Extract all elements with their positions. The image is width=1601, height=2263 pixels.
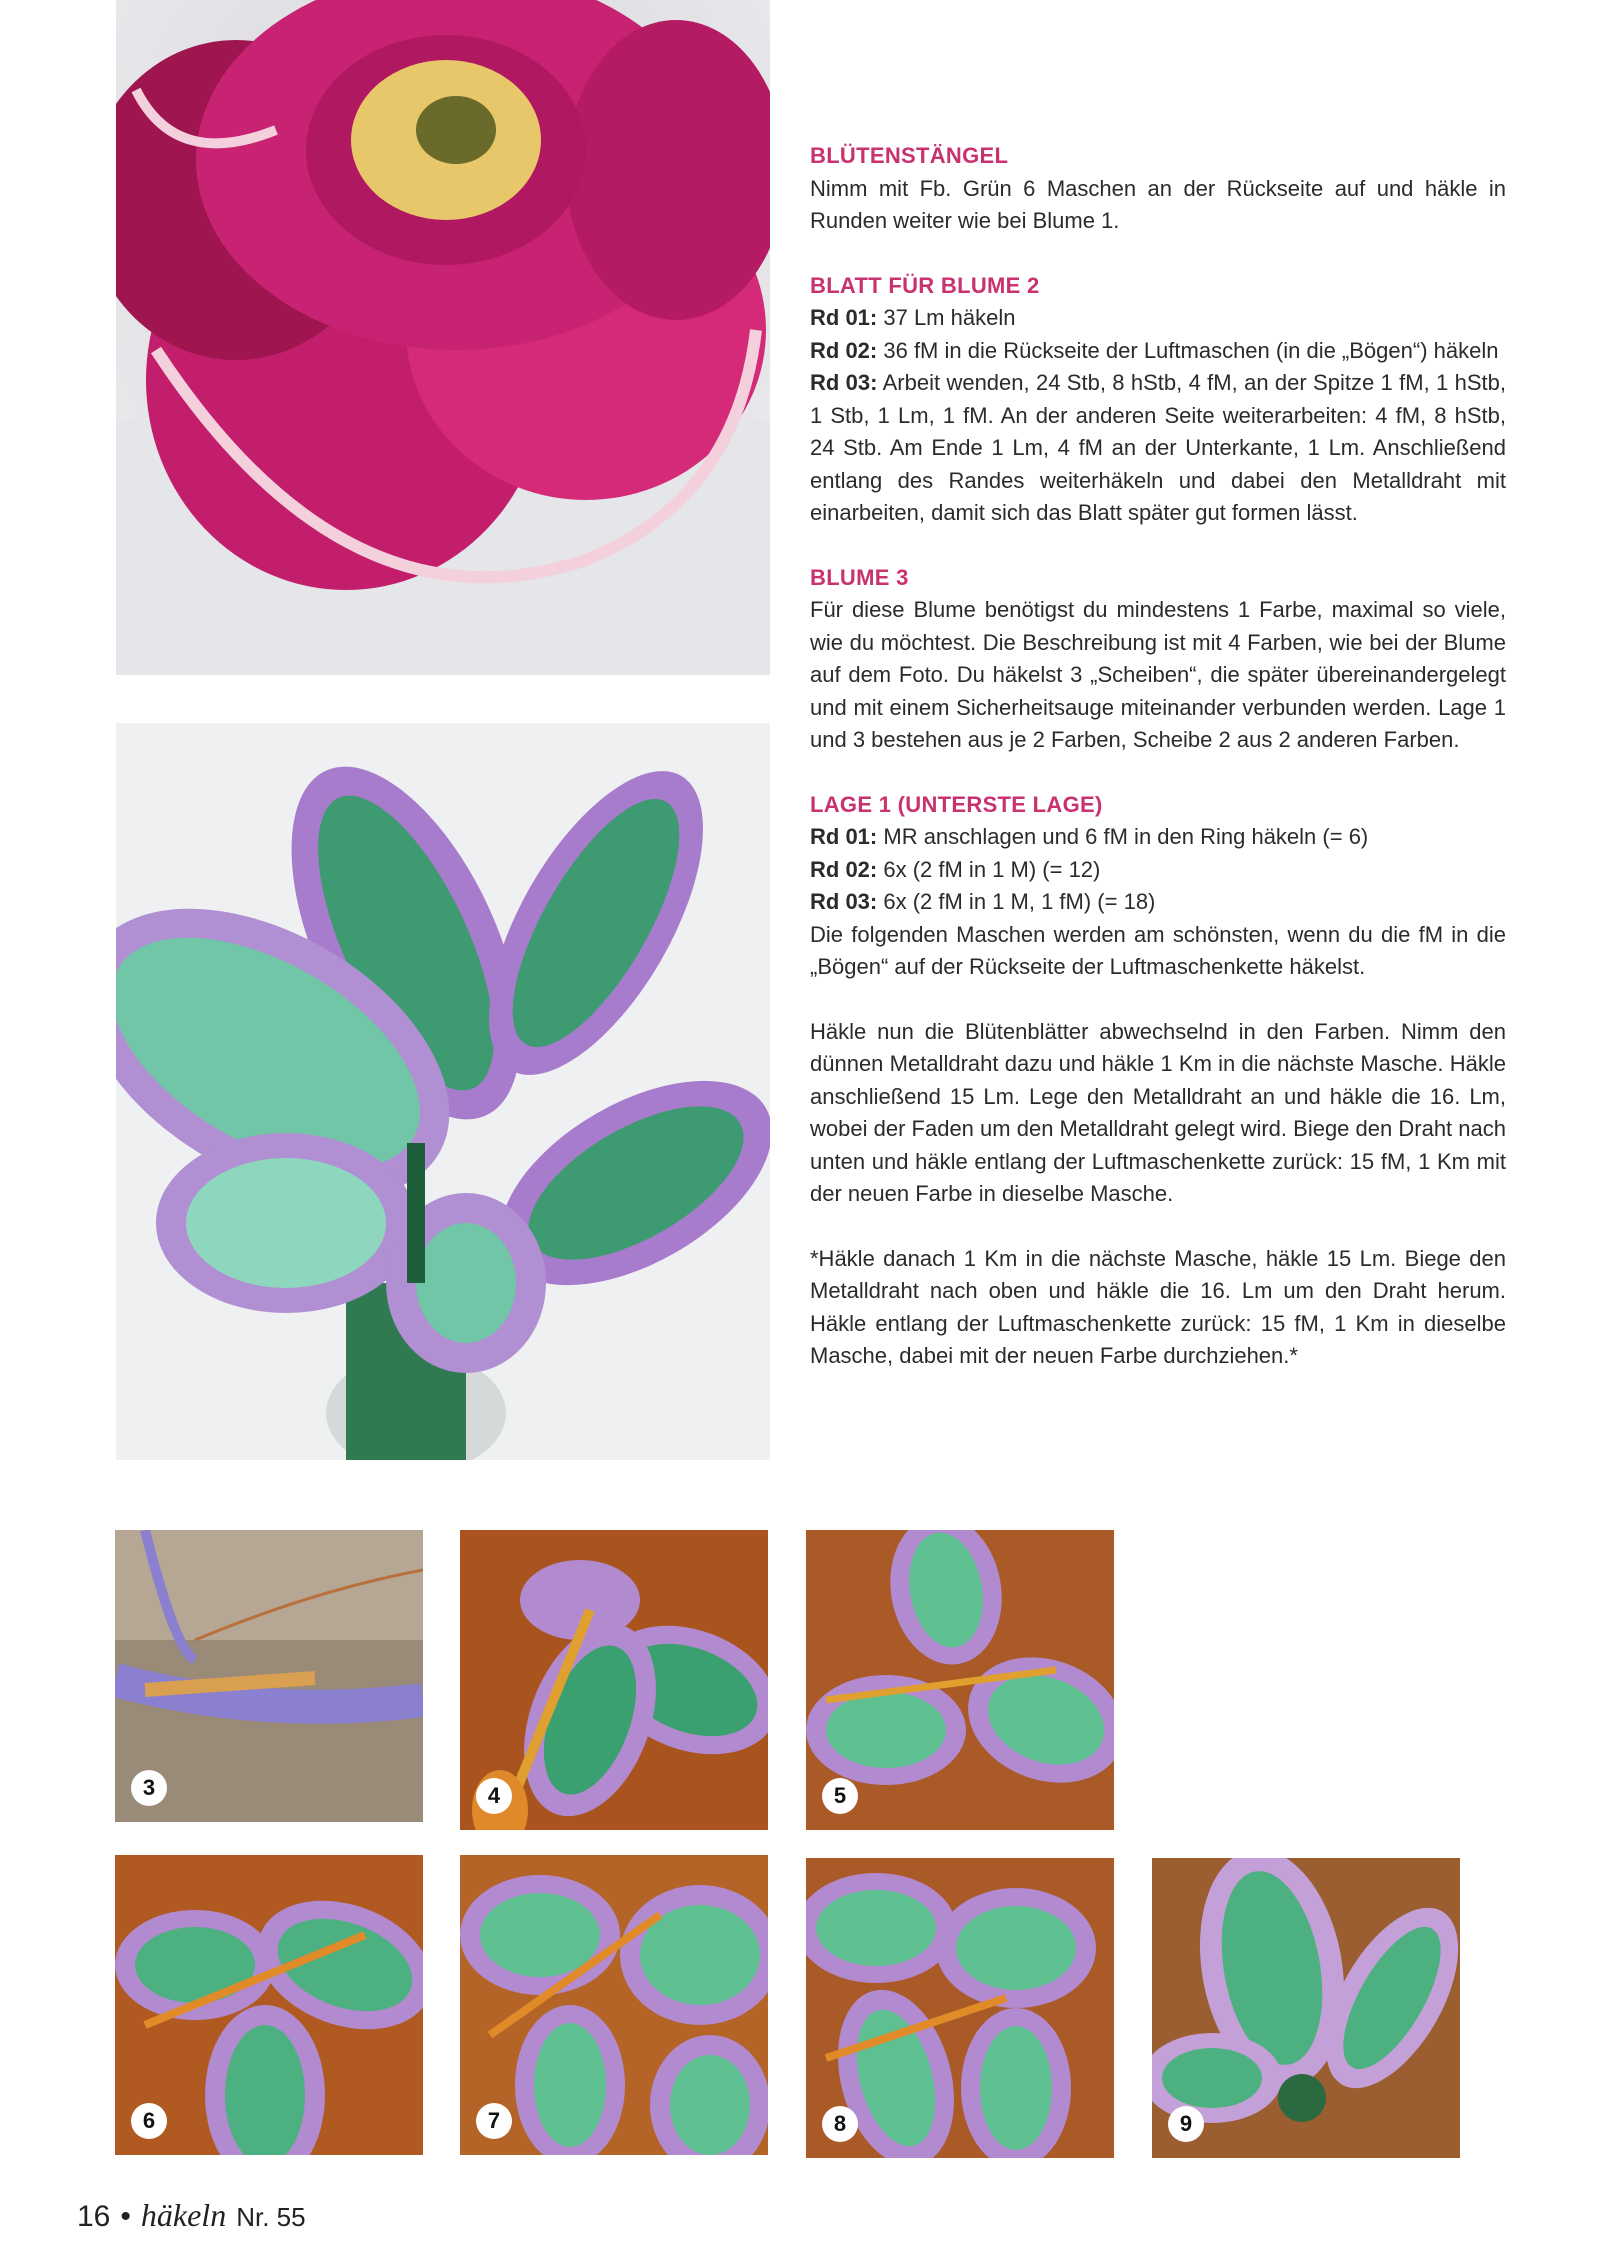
round-row	[810, 335, 1506, 368]
footer-bullet: •	[120, 2200, 131, 2233]
step-photo-8	[806, 1858, 1114, 2158]
step-number-badge: 5	[822, 1778, 858, 1814]
round-row	[810, 821, 1506, 854]
paragraph: *Häkle danach 1 Km in die nächste Masche, häkle 15 Lm. Biege den Metalldraht nach oben und häkle die 16. Lm um den Draht herum. Häkle entlang der Luftmaschenkette zurück: 15 fM, 1 Km in dieselbe Masche, dabei mit der neuen Farbe durchziehen.*	[810, 1245, 1506, 1368]
round-label: Rd 01:	[810, 305, 878, 330]
round-row	[810, 302, 1506, 335]
section-title: LAGE 1 (UNTERSTE LAGE)	[810, 791, 1103, 817]
section-title: BLUME 3	[810, 564, 909, 590]
step-photo-6	[115, 1855, 423, 2155]
step-photo-7	[460, 1855, 768, 2155]
paragraph: Häkle nun die Blütenblätter abwechselnd in den Farben. Nimm den dünnen Metalldraht dazu und häkle 1 Km in die nächste Masche. Häkle anschließend 15 Lm. Lege den Metalldraht an und häkle die 16. Lm, wobei der Faden um den Metalldraht gelegt wird. Biege den Draht nach unten und häkle entlang der Luftmaschenkette zurück: 15 fM, 1 Km mit der neuen Farbe in dieselbe Masche.	[810, 1018, 1506, 1206]
page-number: 16	[77, 2200, 111, 2233]
step-photo-9	[1152, 1858, 1460, 2158]
round-label: Rd 03:	[810, 889, 878, 914]
step-photo-5	[806, 1530, 1114, 1830]
step-number-badge: 8	[822, 2106, 858, 2142]
step-number-badge: 9	[1168, 2106, 1204, 2142]
round-text: 6x (2 fM in 1 M, 1 fM) (= 18)	[877, 889, 1156, 914]
section-blume-3	[810, 562, 1506, 757]
round-text: 36 fM in die Rückseite der Luftmaschen (in die „Bögen“) häkeln	[877, 337, 1499, 363]
step-number-badge: 6	[131, 2103, 167, 2139]
step-number-badge: 7	[476, 2103, 512, 2139]
paragraph: Für diese Blume benötigst du mindestens 1 Farbe, maximal so viele, wie du möchtest. Die Beschreibung ist mit 4 Farben, wie bei der Blume auf dem Foto. Du häkelst 3 „Scheiben“, die später übereinandergelegt und mit einem Sicherheitsauge miteinander verbunden werden. Lage 1 und 3 bestehen aus je 2 Farben, Scheibe 2 aus 2 anderen Farben.	[810, 597, 1506, 752]
magazine-logo: häkeln	[140, 2197, 227, 2233]
section-title: BLATT FÜR BLUME 2	[810, 272, 1040, 298]
section-blatt-blume-2	[810, 270, 1506, 530]
round-text: 6x (2 fM in 1 M) (= 12)	[877, 856, 1101, 882]
step-photo-3	[115, 1530, 423, 1822]
round-row	[810, 367, 1506, 530]
round-row	[810, 886, 1506, 919]
instructions-text	[810, 140, 1506, 1405]
round-label: Rd 02:	[810, 856, 878, 882]
step-number-badge: 3	[131, 1770, 167, 1806]
page-footer	[77, 2197, 306, 2234]
round-text: 37 Lm häkeln	[877, 305, 1016, 330]
paragraph: Nimm mit Fb. Grün 6 Maschen an der Rückseite auf und häkle in Runden weiter wie bei Blume 1.	[810, 175, 1506, 233]
round-label: Rd 03:	[810, 370, 878, 395]
round-text: Arbeit wenden, 24 Stb, 8 hStb, 4 fM, an der Spitze 1 fM, 1 hStb, 1 Stb, 1 Lm, 1 fM. An der anderen Seite weiterarbeiten: 4 fM, 8 hStb, 24 Stb. Am Ende 1 Lm, 4 fM an der Unterkante, 1 Lm. Anschließend entlang des Randes weiterhäkeln und dabei den Metalldraht mit einarbeiten, damit sich das Blatt später gut formen lässt.	[810, 370, 1506, 525]
round-label: Rd 02:	[810, 337, 878, 363]
section-bluetenstaengel	[810, 140, 1506, 238]
paragraph: Die folgenden Maschen werden am schönsten, wenn du die fM in die „Bögen“ auf der Rückseite der Luftmaschenkette häkelst.	[810, 921, 1506, 979]
round-row	[810, 854, 1506, 887]
purple-green-flower-photo	[116, 723, 770, 1460]
issue-number: Nr. 55	[236, 2202, 306, 2232]
section-lage-1	[810, 789, 1506, 1373]
pink-flower-photo	[116, 0, 770, 675]
step-photo-4	[460, 1530, 768, 1830]
round-label: Rd 01:	[810, 824, 878, 849]
step-number-badge: 4	[476, 1778, 512, 1814]
section-title: BLÜTENSTÄNGEL	[810, 143, 1009, 168]
round-text: MR anschlagen und 6 fM in den Ring häkeln (= 6)	[877, 824, 1369, 849]
